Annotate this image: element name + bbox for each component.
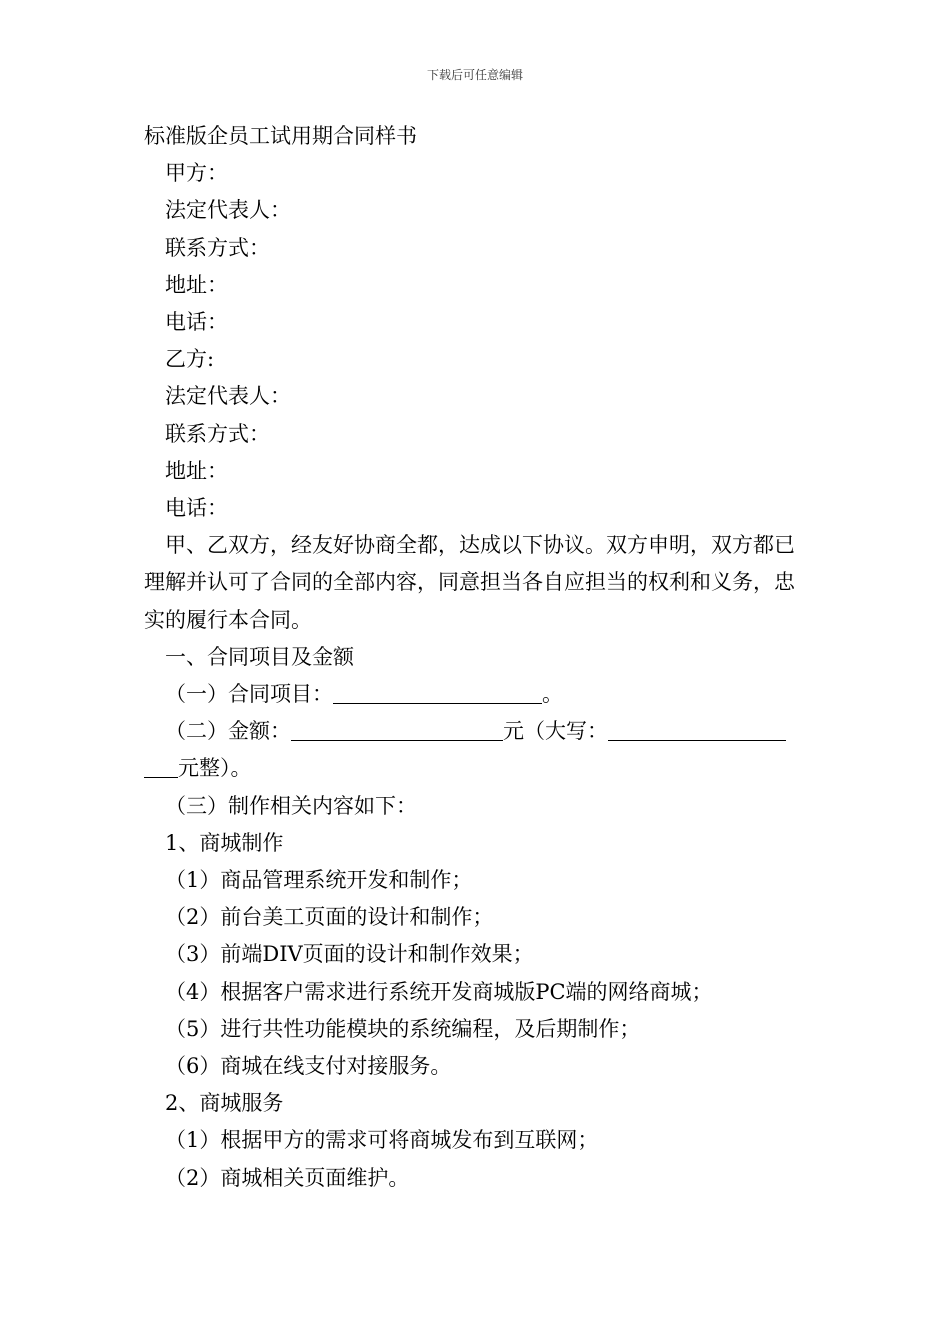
amount-label: （二）金额： (165, 719, 291, 744)
contract-item-label: （一）合同项目： (165, 682, 333, 707)
contract-item-line (144, 676, 814, 713)
list-item: （1）根据甲方的需求可将商城发布到互联网； (165, 1128, 599, 1153)
list-item: （1）商品管理系统开发和制作； (165, 868, 473, 893)
party-b-contact: 联系方式： (165, 421, 270, 446)
amount-end: 元整）。 (178, 756, 252, 781)
party-a-contact: 联系方式： (165, 235, 270, 260)
list-item: （6）商城在线支付对接服务。 (165, 1054, 452, 1079)
section1-heading: 一、合同项目及金额 (165, 644, 354, 669)
amount-uppercase-blank-continued (144, 755, 178, 778)
mall-service-heading: 2、商城服务 (165, 1091, 284, 1116)
list-item: （5）进行共性功能模块的系统编程，及后期制作； (165, 1016, 641, 1041)
party-a-label: 甲方： (165, 161, 228, 186)
page-header: 下载后可任意编辑 (426, 68, 523, 82)
amount-blank (291, 718, 503, 741)
party-b-label: 乙方: (165, 347, 215, 372)
mall-production-heading: 1、商城制作 (165, 830, 284, 855)
party-a-phone: 电话： (165, 310, 228, 335)
list-item: （2）商城相关页面维护。 (165, 1165, 410, 1190)
intro-paragraph: 甲、乙双方，经友好协商全都，达成以下协议。双方申明，双方都已理解并认可了合同的全部内容，同意担当各自应担当的权利和义务，忠实的履行本合同。 (144, 533, 795, 632)
party-b-address: 地址： (165, 458, 228, 483)
list-item: （2）前台美工页面的设计和制作； (165, 905, 494, 930)
document-title: 标准版企员工试用期合同样书 (144, 124, 417, 148)
amount-uppercase-label: 元（大写： (503, 719, 608, 744)
party-a-legal-rep: 法定代表人： (165, 198, 291, 223)
amount-uppercase-blank (608, 718, 786, 741)
list-item: （3）前端DIV页面的设计和制作效果； (165, 942, 534, 967)
list-item: （4）根据客户需求进行系统开发商城版PC端的网络商城； (165, 979, 713, 1004)
party-b-phone: 电话： (165, 496, 228, 521)
production-content-heading: （三）制作相关内容如下： (165, 793, 417, 818)
amount-line (144, 713, 814, 750)
party-a-address: 地址： (165, 272, 228, 297)
amount-line-continued (144, 750, 814, 787)
contract-item-end: 。 (542, 682, 563, 707)
party-b-legal-rep: 法定代表人： (165, 384, 291, 409)
contract-document (144, 118, 814, 1197)
contract-item-blank (333, 681, 542, 704)
